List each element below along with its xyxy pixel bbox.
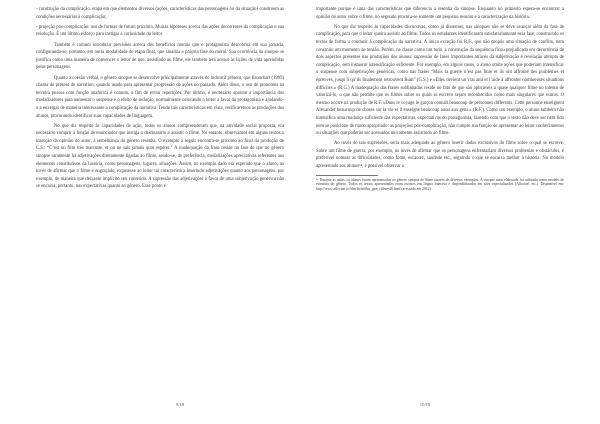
- paragraph: Também é comum introduzir previsões acerca dos benefícios morais que o protagonista descobrirá em sua jornada, configurando-se, portanto, em outra modalidade de etapa final, que sinaliza a própria fase do moral. Sua ocorrência na sinopse se justifica como uma maneira de convencer o leitor de que, assistindo ao filme, ele também terá acesso às lições de vida aprendidas pelas personagens.: [36, 42, 284, 71]
- paragraph: - projeção pós-complicação: uso de formas de futuro próximo. Muitas hipóteses acerca das ações decorrentes da complicação e sua resolução. É um último esforço para instigar a curiosidade do leitor.: [36, 24, 284, 38]
- paragraph: Quanto à coesão verbal, o gênero sinopse se desenvolve principalmente através do indicatif présent, que Bronckart (1999) chama de présent de narration, quando usado para apresentar progressão de ações no passado. Além disso, o uso de pronomes na terceira pessoa com função anafórica é comum, a fim de evitar repetições. Por último, é necessário apontar a importância dos modalizadores para aumentar o suspense e o efeito de sedução, normalmente colocando o leitor a favor do protagonista e ajudando-o a enxergar de maneira interessante a complicação da narrativa. Tendo tais características em vista, verificaremos as produções dos alunos, procurando identificar suas capacidades de linguagem.: [36, 75, 284, 119]
- footnote-separator: [316, 175, 378, 176]
- footnote: ¹⁴ Durante as aulas, os alunos foram apresentados ao gênero sinopse de filme através de diversos exemplos. A sinopse mais elaborada foi utilizada como modelo de estrutura do gênero. Todos os textos apresentados eram escritos em língua francesa e disponibilizados em sites especializados (Allociné, etc.). Disponível em: http://www.allocine.fr/film/fichefilm_gen_cfilm=46.html (acessado em 2012).: [316, 177, 564, 191]
- right-text-column: [316, 6, 564, 194]
- paragraph: No que diz respeito às capacidades discursivas, como já dissemos, nas sinopses não se deve avançar além da fase de complicação, para que o leitor queira assistir ao filme. Todos os estudantes identificaram satisfatoriamente essa fase, construindo os textos de forma a conduzir à complicação da narrativa. A única exceção foi R.F., que não propôs uma situação de conflito, nem construiu um momento de tensão. Porém, na classe como um todo, a construção da sequência ficou prejudicada em decorrência de dois aspectos presentes nas produções dos alunos: supressão de fases importantes através da subjetivação e revelação abrupta de complicação, sem instaurar intensificação suficiente. Por exemplo, em alguns casos, o aluno omite ações que poderiam intensificar o suspense com subjetivações genéricas, como nas frases “Mais la guerre n’est pas finie et ils ont affronté des problèmes et épreuves, jusqu’à qu’ils finalement retrouvent Rum” (G.S.) e «Elles devient un vrai ami et l’aide à affronter nombreuses situations difficiles.» (R.G.) A inadequação das frases sublinhadas reside no fato de que são aplicáveis a quase qualquer filme no intento de valorizá-lo, o que não permite que os filmes sobre os quais se escreve sejam reconhecidos como mais singulares que outros. O mesmo ocorre na produção de R.F. «Dans le voyage le garçon connaît beaucoup de personnes différents. Cette personne enseignent Alexander beaucoup de choses sur la vie et il enseigne beaucoup aussi aux gens.» (R.F.). Como um exemplo, o aluno também não intensifica uma mudança suficiente das expectativas, expectativas do protagonista, fazendo com que o texto não deve ser nem lido nem se posicione de modo apropriado: as projeções pós-complicação, não cumpre sua função de apresentar ao leitor conhecimentos ou situações que poderão ser acessados unicamente assistindo ao filme.: [316, 24, 564, 137]
- left-text-column: [36, 6, 284, 194]
- paragraph: - construção da complicação: etapa em que elementos diversos (ações, características das personagens ou da situação) constroem as condições necessárias à complicação;: [36, 7, 284, 20]
- paragraph: importante porque é uma das características que diferencia a resenha da sinopse. Enquanto no primeiro espera-se encontrar a opinião do autor sobre o filme, no segundo procura-se somente um pequeno resumo e a caracterização da história.: [316, 7, 564, 20]
- page-number: 10/18: [419, 402, 431, 407]
- page-number: 9/18: [175, 402, 185, 407]
- paragraph: Ao invés de tais supressões, seria mais adequado ao gênero inserir dados exclusivos do filme sobre o qual se escreve. Sobre um filme de guerra, por exemplo, ao invés de afirmar que os personagens enfrentariam diversos problemas e obstáculos, é preferível nomear as dificuldades, como fome, escassez, saudade etc., seguindo o que se encaixa melhor à história. No modelo apresentado aos alunos¹⁴, é possível observar a: [316, 141, 564, 170]
- right-page: [300, 0, 600, 424]
- paragraph: No que diz respeito às capacidades de ação, todos os alunos compreenderam que, na atividade social proposta, era necessário cumprir à função de enunciador que instiga o destinatário a assistir o filme. No entanto, observamos em alguns textos a inserção da opinião do autor, à semelhança do gênero resenha. O exemplo a seguir encontra-se próximo ao final da produção de C.S.: “C’est un film très marrante, et on ne sais jamais quoi espérer.” A inadequação da frase reside no fato de que no gênero sinopse raramente há adjetivações diretamente ligadas ao filme, sendo-se, de preferência, modalizações apreciativas referentes aos elementos constitutivos da história, como personagens, lugares, situações. Assim, no exemplo dado era esperado que o aluno, ao invés de afirmar que o filme é engraçado, expusesse ao leitor tal característica inserindo adjetivações quanto aos personagens, por exemplo, de maneira que deixasse implícito seu conteúdo. A supressão das adjetivações a favor de uma subjetivação genérica não se encaixa, portanto, nas expectativas quanto ao gênero. Esse ponto é: [36, 123, 284, 190]
